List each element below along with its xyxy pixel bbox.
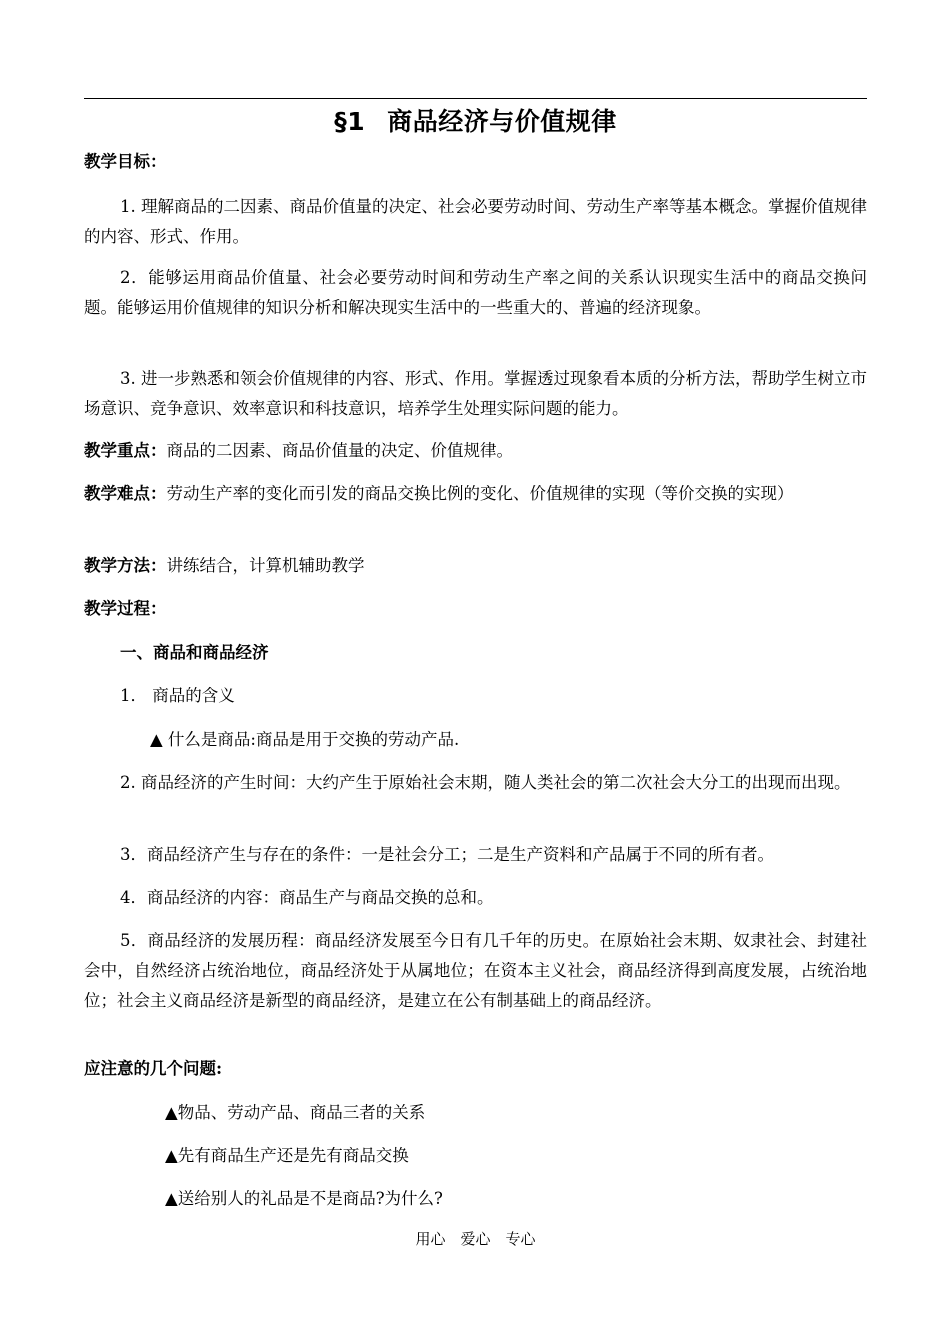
objectives-heading: 教学目标：: [84, 152, 167, 171]
method-text: 讲练结合，计算机辅助教学: [166, 556, 365, 575]
page-title: [84, 104, 867, 140]
note-3: ▲送给别人的礼品是不是商品?为什么?: [165, 1189, 443, 1208]
notes-heading: 应注意的几个问题:: [84, 1059, 223, 1078]
difficulties-text: 劳动生产率的变化而引发的商品交换比例的变化、价值规律的实现（等价交换的实现）: [166, 484, 794, 503]
process-heading: 教学过程：: [84, 599, 167, 618]
title-text: 商品经济与价值规律: [387, 107, 617, 136]
key-points: [84, 436, 867, 466]
objective-1: 1. 理解商品的二因素、商品价值量的决定、社会必要劳动时间、劳动生产率等基本概念。掌握价值规律的内容、形式、作用。: [84, 197, 867, 246]
section1-heading: 一、商品和商品经济: [120, 643, 269, 662]
objective-2: 2．能够运用商品价值量、社会必要劳动时间和劳动生产率之间的关系认识现实生活中的商品交换问题。能够运用价值规律的知识分析和解决现实生活中的一些重大的、普遍的经济现象。: [84, 268, 867, 317]
method: [84, 551, 867, 581]
objective-3: 3. 进一步熟悉和领会价值规律的内容、形式、作用。掌握透过现象看本质的分析方法，帮助学生树立市场意识、竞争意识、效率意识和科技意识，培养学生处理实际问题的能力。: [84, 369, 867, 418]
note-2: ▲先有商品生产还是先有商品交换: [165, 1146, 409, 1165]
item-1: 1． 商品的含义: [120, 686, 235, 705]
item-4: 4．商品经济的内容：商品生产与商品交换的总和。: [120, 888, 494, 907]
item-3: 3．商品经济产生与存在的条件：一是社会分工；二是生产资料和产品属于不同的所有者。: [120, 845, 774, 864]
page-footer: 用心 爱心 专心: [415, 1230, 536, 1248]
key-points-text: 商品的二因素、商品价值量的决定、价值规律。: [166, 441, 513, 460]
section-mark: §1: [334, 107, 366, 136]
item-2: 2. 商品经济的产生时间：大约产生于原始社会末期，随人类社会的第二次社会大分工的出现而出现。: [120, 773, 851, 792]
method-label: 教学方法：: [84, 556, 167, 575]
item-1-bullet: ▲ 什么是商品:商品是用于交换的劳动产品.: [150, 730, 460, 749]
key-points-label: 教学重点：: [84, 441, 167, 460]
header-rule: [84, 98, 867, 99]
difficulties: [84, 479, 867, 509]
difficulties-label: 教学难点：: [84, 484, 167, 503]
note-1: ▲物品、劳动产品、商品三者的关系: [165, 1103, 426, 1122]
item-5: 5．商品经济的发展历程：商品经济发展至今日有几千年的历史。在原始社会末期、奴隶社会、封建社会中，自然经济占统治地位，商品经济处于从属地位；在资本主义社会，商品经济得到高度发展，占统治地位；社会主义商品经济是新型的商品经济，是建立在公有制基础上的商品经济。: [84, 931, 867, 1010]
